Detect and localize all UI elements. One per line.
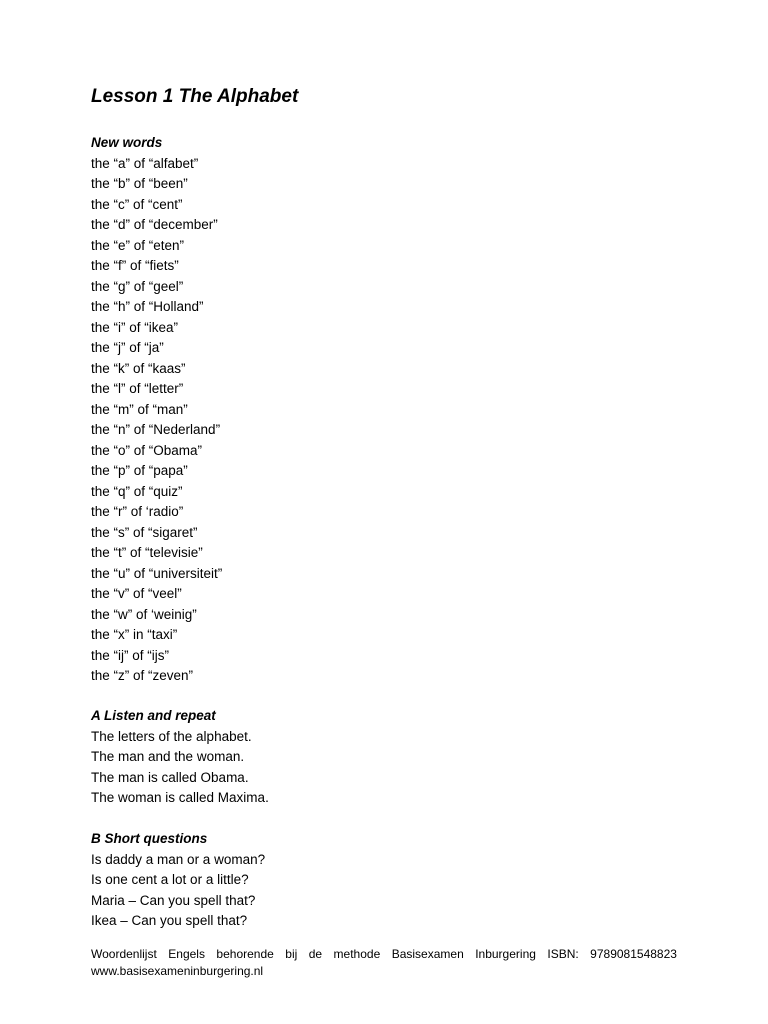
word-item: the “l” of “letter” (91, 381, 184, 396)
word-item: the “o” of “Obama” (91, 442, 203, 458)
word-item: the “b” of “been” (91, 176, 188, 191)
footer-word: ISBN: (547, 947, 579, 961)
word-item: the “m” of “man” (91, 401, 188, 417)
footer-word: methode (333, 947, 381, 961)
listen-item: The woman is called Maxima. (91, 790, 269, 805)
word-item: the “p” of “papa” (91, 463, 188, 478)
footer-word: bij (285, 947, 298, 961)
word-item: the “ij” of “ijs” (91, 647, 170, 663)
listen-item: The man is called Obama. (91, 769, 249, 785)
lesson-title: Lesson 1 The Alphabet (91, 86, 299, 107)
word-item: the “r” of ‘radio” (91, 504, 184, 519)
word-item: the “s” of “sigaret” (91, 524, 198, 540)
word-item: the “z” of “zeven” (91, 668, 194, 683)
word-item: the “h” of “Holland” (91, 299, 204, 314)
word-item: the “x” in “taxi” (91, 627, 178, 642)
short-questions-heading: B Short questions (91, 831, 208, 846)
footer-url: www.basisexameninburgering.nl (91, 964, 264, 978)
word-item: the “v” of “veel” (91, 586, 182, 601)
word-item: the “q” of “quiz” (91, 483, 183, 499)
word-item: the “n” of “Nederland” (91, 422, 221, 437)
word-item: the “g” of “geel” (91, 278, 184, 294)
word-item: the “k” of “kaas” (91, 360, 186, 376)
word-item: the “u” of “universiteit” (91, 565, 223, 581)
question-item: Is daddy a man or a woman? (91, 851, 266, 867)
new-words-section (91, 133, 222, 687)
word-item: the “t” of “televisie” (91, 545, 203, 560)
word-item: the “d” of “december” (91, 217, 218, 232)
new-words-heading: New words (91, 135, 163, 150)
footer-word: de (308, 947, 323, 961)
footer-word: Basisexamen (391, 947, 464, 961)
word-item: the “w” of ‘weinig” (91, 606, 197, 622)
word-item: the “j” of “ja” (91, 340, 164, 355)
footer-word: 9789081548823 (590, 947, 677, 961)
word-item: the “c” of “cent” (91, 196, 183, 212)
word-item: the “i” of “ikea” (91, 319, 179, 335)
question-item: Is one cent a lot or a little? (91, 872, 249, 887)
listen-item: The letters of the alphabet. (91, 728, 252, 744)
footer-word: behorende (216, 947, 274, 961)
footer-citation (91, 946, 677, 963)
question-item: Maria – Can you spell that? (91, 892, 256, 908)
word-item: the “e” of “eten” (91, 237, 185, 253)
footer-word: Woordenlijst (91, 947, 157, 961)
listen-repeat-section (91, 706, 269, 809)
footer-word: Engels (168, 947, 205, 961)
word-item: the “f” of “fiets” (91, 258, 179, 273)
listen-repeat-heading: A Listen and repeat (91, 708, 216, 723)
short-questions-section (91, 829, 265, 932)
footer-word: Inburgering (475, 947, 536, 961)
listen-item: The man and the woman. (91, 749, 245, 764)
word-item: the “a” of “alfabet” (91, 155, 199, 171)
question-item: Ikea – Can you spell that? (91, 913, 248, 928)
page-footer (91, 946, 677, 980)
